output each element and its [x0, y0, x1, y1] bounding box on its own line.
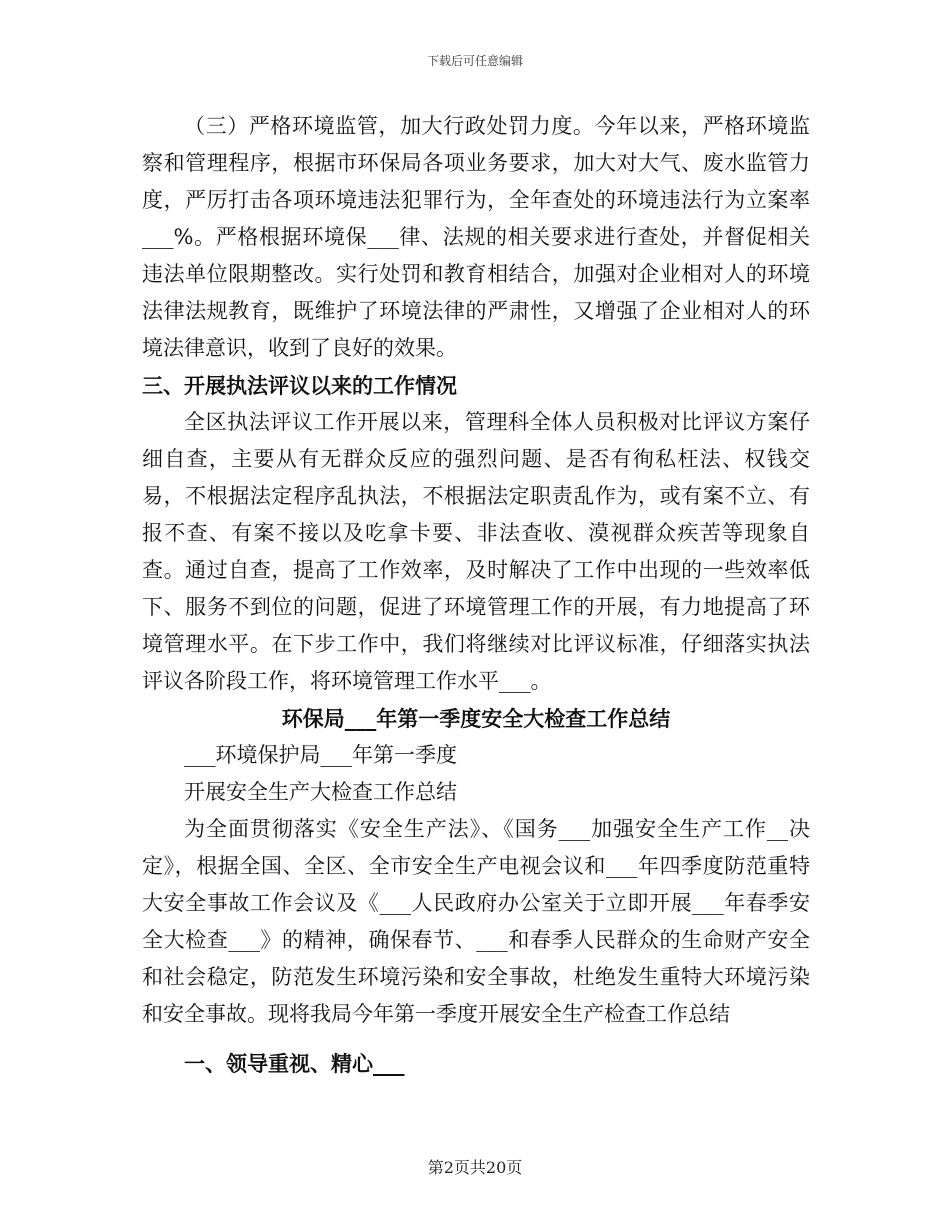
page-footer: 第2页共20页 [427, 1158, 523, 1177]
section-heading-law-enforcement-review: 三、开展执法评议以来的工作情况 [142, 373, 457, 398]
document-title: 环保局___年第一季度安全大检查工作总结 [281, 706, 671, 731]
section-heading-leadership: 一、领导重视、精心___ [184, 1051, 405, 1076]
paragraph-review-work: 全区执法评议工作开展以来，管理科全体人员积极对比评议方案仔细自查，主要从有无群众反应的强烈问题、是否有徇私枉法、权钱交易，不根据法定程序乱执法，不根据法定职责乱作为，或有案不立、有报不查、有案不接以及吃拿卡要、非法查收、漠视群众疾苦等现象自查。通过自查，提高了工作效率，及时解决了工作中出现的一些效率低下、服务不到位的问题，促进了环境管理工作的开展，有力地提高了环境管理水平。在下步工作中，我们将继续对比评议标准，仔细落实执法评议各阶段工作，将环境管理工作水平___。 [142, 410, 810, 693]
document-body [142, 108, 810, 1082]
paragraph-strict-supervision: （三）严格环境监管，加大行政处罚力度。今年以来，严格环境监察和管理程序，根据市环保局各项业务要求，加大对大气、废水监管力度，严厉打击各项环境违法犯罪行为，全年查处的环境违法行为立案率___%。严格根据环境保___律、法规的相关要求进行查处，并督促相关违法单位限期整改。实行处罚和教育相结合，加强对企业相对人的环境法律法规教育，既维护了环境法律的严肃性，又增强了企业相对人的环境法律意识，收到了良好的效果。 [142, 114, 810, 360]
subtitle-bureau-quarter: ___环境保护局___年第一季度 [184, 743, 457, 767]
paragraph-intro: 为全面贯彻落实《安全生产法》、《国务___加强安全生产工作__决定》，根据全国、全区、全市安全生产电视会议和___年四季度防范重特大安全事故工作会议及《___人民政府办公室关于立即开展___年春季安全大检查___》的精神，确保春节、___和春季人民群众的生命财产安全和社会稳定，防范发生环境污染和安全事故，杜绝发生重特大环境污染和安全事故。现将我局今年第一季度开展安全生产检查工作总结 [142, 817, 810, 1026]
subtitle-inspection-summary: 开展安全生产大检查工作总结 [184, 780, 457, 804]
page-header: 下载后可任意编辑 [426, 54, 523, 68]
